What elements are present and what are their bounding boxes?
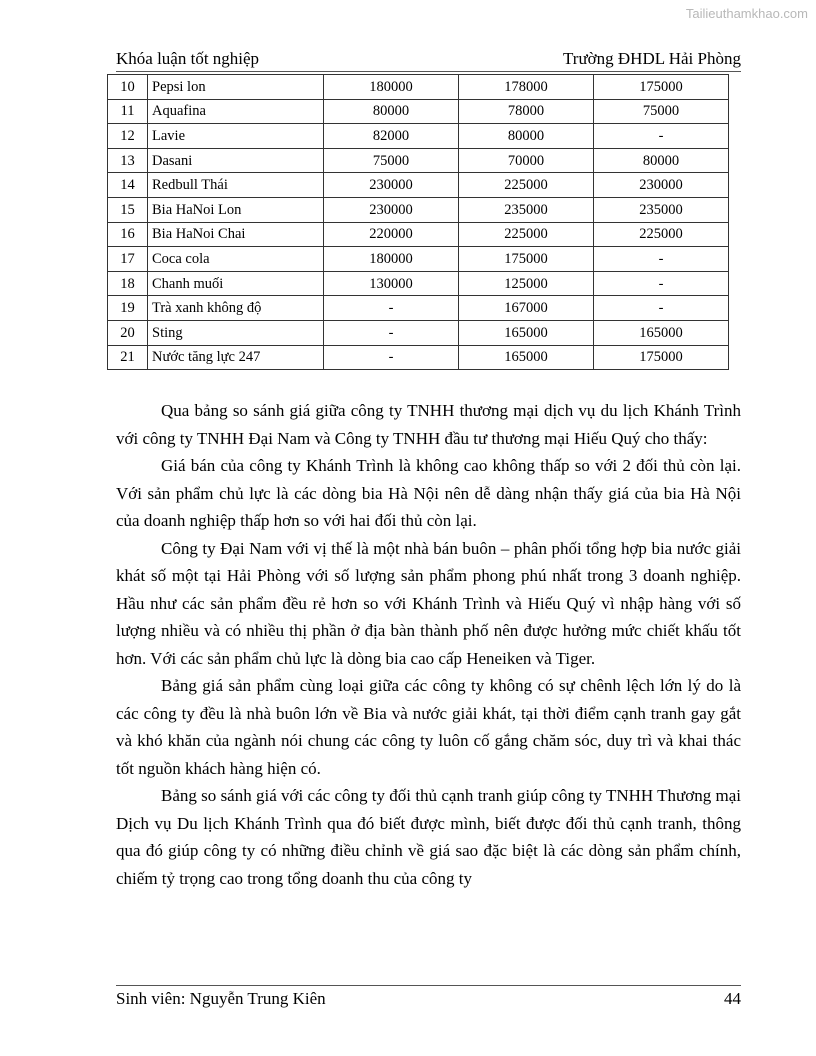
paragraph: Công ty Đại Nam với vị thế là một nhà bán buôn – phân phối tổng hợp bia nước giải khát số một tại Hải Phòng với số lượng sản phẩm phong phú nhất trong 3 doanh nghiệp. Hầu như các sản phẩm đều rẻ hơn so với Khánh Trình và Hiếu Quý vì nhập hàng với số lượng nhiều và có nhiều thị phần ở địa bàn thành phố nên được hưởng mức chiết khấu tốt hơn. Với các sản phẩm chủ lực là dòng bia cao cấp Heneiken và Tiger.: [116, 538, 741, 668]
price-cell: 225000: [594, 222, 729, 247]
product-name-cell: Pepsi lon: [148, 75, 324, 100]
price-cell: 175000: [459, 247, 594, 272]
footer-author: Sinh viên: Nguyễn Trung Kiên: [116, 989, 326, 1008]
price-cell: 130000: [324, 271, 459, 296]
table-row: [108, 247, 729, 272]
price-cell: -: [594, 124, 729, 149]
price-cell: 180000: [324, 247, 459, 272]
table-row: [108, 271, 729, 296]
row-number: 13: [108, 148, 148, 173]
product-name-cell: Aquafina: [148, 99, 324, 124]
row-number: 17: [108, 247, 148, 272]
product-name-cell: Sting: [148, 320, 324, 345]
price-cell: 175000: [594, 75, 729, 100]
product-name-cell: Redbull Thái: [148, 173, 324, 198]
price-cell: -: [324, 320, 459, 345]
row-number: 11: [108, 99, 148, 124]
row-number: 21: [108, 345, 148, 370]
price-cell: 82000: [324, 124, 459, 149]
paragraph: Qua bảng so sánh giá giữa công ty TNHH thương mại dịch vụ du lịch Khánh Trình với công ty TNHH Đại Nam và Công ty TNHH đầu tư thương mại Hiếu Quý cho thấy:: [116, 401, 741, 448]
paragraph: Giá bán của công ty Khánh Trình là không cao không thấp so với 2 đối thủ còn lại. Với sản phẩm chủ lực là các dòng bia Hà Nội nên dễ dàng nhận thấy giá của bia Hà Nội của doanh nghiệp thấp hơn so với hai đối thủ còn lại.: [116, 456, 741, 530]
table-row: [108, 320, 729, 345]
table-row: [108, 124, 729, 149]
price-cell: 175000: [594, 345, 729, 370]
price-cell: 165000: [459, 320, 594, 345]
row-number: 15: [108, 197, 148, 222]
price-cell: 235000: [594, 197, 729, 222]
row-number: 18: [108, 271, 148, 296]
product-name-cell: Dasani: [148, 148, 324, 173]
page-number: 44: [724, 989, 741, 1008]
price-cell: 75000: [594, 99, 729, 124]
price-cell: -: [594, 296, 729, 321]
body-text: [116, 397, 741, 892]
price-cell: 78000: [459, 99, 594, 124]
header-left: Khóa luận tốt nghiệp: [116, 49, 260, 68]
row-number: 14: [108, 173, 148, 198]
price-cell: -: [594, 271, 729, 296]
row-number: 20: [108, 320, 148, 345]
header-rule: [116, 71, 741, 72]
table-row: [108, 148, 729, 173]
price-cell: 225000: [459, 222, 594, 247]
table-row: [108, 173, 729, 198]
footer-rule: [116, 985, 741, 986]
price-cell: 80000: [459, 124, 594, 149]
row-number: 12: [108, 124, 148, 149]
table-row: [108, 75, 729, 100]
price-cell: 167000: [459, 296, 594, 321]
product-name-cell: Lavie: [148, 124, 324, 149]
price-cell: 70000: [459, 148, 594, 173]
price-cell: -: [324, 345, 459, 370]
price-cell: 75000: [324, 148, 459, 173]
paragraph: Bảng so sánh giá với các công ty đối thủ cạnh tranh giúp công ty TNHH Thương mại Dịch vụ Du lịch Khánh Trình qua đó biết được mình, biết được đối thủ cạnh tranh, thông qua đó giúp công ty có những điều chỉnh về giá sao đặc biệt là các dòng sản phẩm chính, chiếm tỷ trọng cao trong tổng doanh thu của công ty: [116, 786, 741, 888]
product-name-cell: Trà xanh không độ: [148, 296, 324, 321]
price-cell: 125000: [459, 271, 594, 296]
price-cell: -: [594, 247, 729, 272]
product-name-cell: Coca cola: [148, 247, 324, 272]
row-number: 10: [108, 75, 148, 100]
watermark: Tailieuthamkhao.com: [685, 6, 808, 21]
price-cell: 80000: [594, 148, 729, 173]
price-cell: 180000: [324, 75, 459, 100]
price-cell: 165000: [459, 345, 594, 370]
product-name-cell: Nước tăng lực 247: [148, 345, 324, 370]
price-cell: 230000: [324, 173, 459, 198]
header-right: Trường ĐHDL Hải Phòng: [563, 49, 741, 68]
page-footer: [116, 988, 741, 1010]
price-cell: 230000: [324, 197, 459, 222]
table-row: [108, 345, 729, 370]
price-cell: -: [324, 296, 459, 321]
price-cell: 225000: [459, 173, 594, 198]
table-row: [108, 99, 729, 124]
price-comparison-table: [107, 74, 729, 370]
table-row: [108, 197, 729, 222]
paragraph: Bảng giá sản phẩm cùng loại giữa các công ty không có sự chênh lệch lớn lý do là các công ty đều là nhà buôn lớn về Bia và nước giải khát, tại thời điểm cạnh tranh gay gắt và khó khăn của ngành nói chung các công ty luôn cố gắng chăm sóc, duy trì và khai thác tốt nguồn khách hàng hiện có.: [116, 676, 741, 778]
price-cell: 235000: [459, 197, 594, 222]
price-cell: 178000: [459, 75, 594, 100]
row-number: 16: [108, 222, 148, 247]
price-cell: 165000: [594, 320, 729, 345]
product-name-cell: Bia HaNoi Chai: [148, 222, 324, 247]
product-name-cell: Bia HaNoi Lon: [148, 197, 324, 222]
table-row: [108, 222, 729, 247]
table-row: [108, 296, 729, 321]
page-header: [116, 48, 741, 70]
price-cell: 220000: [324, 222, 459, 247]
price-cell: 230000: [594, 173, 729, 198]
row-number: 19: [108, 296, 148, 321]
price-cell: 80000: [324, 99, 459, 124]
product-name-cell: Chanh muối: [148, 271, 324, 296]
